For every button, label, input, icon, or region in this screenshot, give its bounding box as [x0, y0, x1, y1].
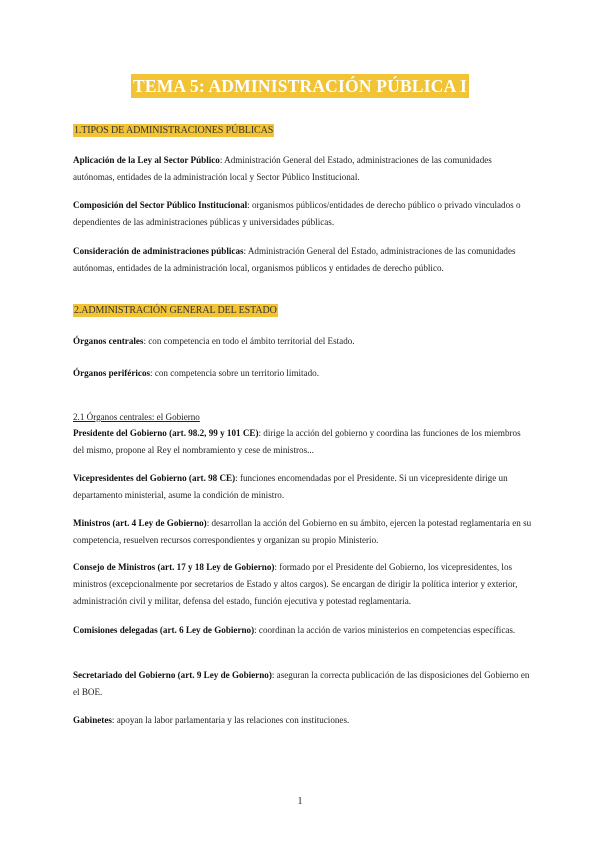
title-container [0, 74, 600, 98]
definition-organos-perifericos: : con competencia sobre un territorio limitado. [150, 368, 319, 378]
term-composicion-sector: Composición del Sector Público Institucional [73, 200, 248, 210]
page-title: TEMA 5: ADMINISTRACIÓN PÚBLICA I [132, 76, 468, 96]
term-comisiones-delegadas: Comisiones delegadas (art. 6 Ley de Gobierno) [73, 625, 255, 635]
paragraph-composicion-sector [73, 197, 533, 231]
paragraph-ministros [73, 515, 533, 549]
term-ministros: Ministros (art. 4 Ley de Gobierno) [73, 518, 207, 528]
term-consideracion-admin: Consideración de administraciones públicas [73, 246, 244, 256]
definition-consejo-ministros: : formado por el Presidente del Gobierno, los vicepresidentes, los ministros (excepcionalmente por secretarios de Estado y altos cargos). Se encargan de dirigir la política interior y exterior, administración civil y militar, defensa del estado, función ejecutiva y potestad reglamentaria. [73, 562, 518, 606]
term-organos-perifericos: Órganos periféricos [73, 368, 151, 378]
definition-consideracion-admin: : Administración General del Estado, administraciones de las comunidades autónomas, entidades de la administración local, organismos públicos y entidades de derecho público. [73, 246, 516, 273]
term-vicepresidentes: Vicepresidentes del Gobierno (art. 98 CE) [73, 473, 236, 483]
paragraph-organos-centrales [73, 333, 533, 350]
definition-secretariado: : aseguran la correcta publicación de las disposiciones del Gobierno en el BOE. [73, 670, 530, 697]
paragraph-presidente [73, 425, 533, 459]
section-heading-tipos: 1.TIPOS DE ADMINISTRACIONES PÚBLICAS [74, 125, 274, 136]
paragraph-aplicacion-ley [73, 152, 533, 186]
paragraph-consejo-ministros [73, 559, 533, 610]
definition-organos-centrales: : con competencia en todo el ámbito territorial del Estado. [143, 336, 355, 346]
paragraph-comisiones-delegadas [73, 622, 533, 639]
definition-composicion-sector: : organismos públicos/entidades de derecho público o privado vinculados o dependientes de las administraciones públicas y universidades públicas. [73, 200, 521, 227]
paragraph-organos-perifericos [73, 365, 533, 382]
definition-presidente: : dirige la acción del gobierno y coordina las funciones de los miembros del mismo, propone al Rey el nombramiento y cese de ministros... [73, 428, 521, 455]
definition-comisiones-delegadas: : coordinan la acción de varios ministerios en competencias específicas. [254, 625, 516, 635]
definition-ministros: : desarrollan la acción del Gobierno en su ámbito, ejercen la potestad reglamentaria en su competencia, resuelven recursos correspondientes y organizan su propio Ministerio. [73, 518, 532, 545]
definition-vicepresidentes: : funciones encomendadas por el Presidente. Si un vicepresidente dirige un departamento ministerial, asume la condición de ministro. [73, 473, 508, 500]
paragraph-consideracion-admin [73, 243, 533, 277]
term-consejo-ministros: Consejo de Ministros (art. 17 y 18 Ley de Gobierno) [73, 562, 275, 572]
term-gabinetes: Gabinetes [73, 715, 112, 725]
subsection-heading-gobierno: 2.1 Órganos centrales: el Gobierno [73, 412, 200, 422]
term-organos-centrales: Órganos centrales [73, 336, 144, 346]
term-presidente: Presidente del Gobierno (art. 98.2, 99 y 101 CE) [73, 428, 259, 438]
definition-gabinetes: : apoyan la labor parlamentaria y las relaciones con instituciones. [111, 715, 350, 725]
page-number: 1 [297, 796, 303, 807]
section-heading-age: 2.ADMINISTRACIÓN GENERAL DEL ESTADO [74, 305, 277, 316]
paragraph-secretariado [73, 667, 533, 701]
term-secretariado: Secretariado del Gobierno (art. 9 Ley de Gobierno) [73, 670, 272, 680]
paragraph-gabinetes [73, 712, 533, 729]
definition-aplicacion-ley: : Administración General del Estado, administraciones de las comunidades autónomas, entidades de la administración local y Sector Público Institucional. [73, 155, 492, 182]
paragraph-vicepresidentes [73, 470, 533, 504]
term-aplicacion-ley: Aplicación de la Ley al Sector Público [73, 155, 220, 165]
